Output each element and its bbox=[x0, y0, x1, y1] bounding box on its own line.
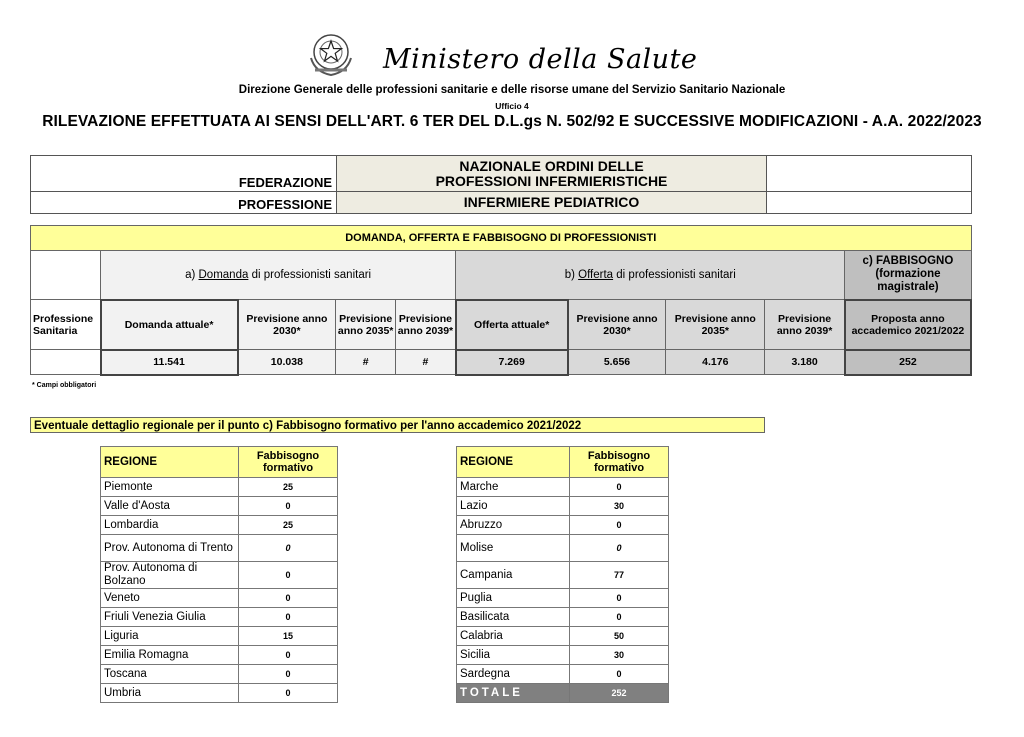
col-domanda-2035: Previsione anno 2035* bbox=[336, 300, 396, 350]
region-row bbox=[457, 627, 669, 646]
val-offerta-2030: 5.656 bbox=[568, 350, 666, 375]
regional-table-right bbox=[456, 446, 669, 703]
val-proposta: 252 bbox=[845, 350, 971, 375]
region-row bbox=[457, 608, 669, 627]
val-domanda-attuale: 11.541 bbox=[101, 350, 238, 375]
region-name: Sardegna bbox=[457, 665, 570, 684]
region-value: 0 bbox=[570, 665, 669, 684]
regional-table-left bbox=[100, 446, 338, 703]
region-row bbox=[101, 608, 338, 627]
region-name: Puglia bbox=[457, 589, 570, 608]
federazione-value: NAZIONALE ORDINI DELLE PROFESSIONI INFERMIERISTICHE bbox=[337, 156, 767, 192]
professione-label: PROFESSIONE bbox=[31, 192, 337, 214]
col-domanda-attuale: Domanda attuale* bbox=[101, 300, 238, 350]
empty-cell bbox=[31, 350, 101, 375]
col-professione: Professione Sanitaria bbox=[31, 300, 101, 350]
region-name: Sicilia bbox=[457, 646, 570, 665]
region-value: 30 bbox=[570, 497, 669, 516]
total-row bbox=[457, 684, 669, 703]
region-value: 0 bbox=[239, 608, 338, 627]
region-value: 0 bbox=[570, 589, 669, 608]
region-value: 15 bbox=[239, 627, 338, 646]
region-value: 30 bbox=[570, 646, 669, 665]
empty-cell bbox=[31, 251, 101, 300]
region-row bbox=[101, 627, 338, 646]
val-domanda-2030: 10.038 bbox=[238, 350, 336, 375]
direzione-generale: Direzione Generale delle professioni sanitarie e delle risorse umane del Servizio Sanitario Nazionale bbox=[238, 84, 786, 96]
document-title: RILEVAZIONE EFFETTUATA AI SENSI DELL'ART. 6 TER DEL D.L.gs N. 502/92 E SUCCESSIVE MODIFICAZIONI - A.A. 2022/2023 bbox=[42, 113, 982, 130]
col-offerta-attuale: Offerta attuale* bbox=[456, 300, 568, 350]
region-value: 0 bbox=[239, 562, 338, 589]
demand-supply-table bbox=[30, 225, 972, 376]
region-name: Prov. Autonoma di Trento bbox=[101, 535, 239, 562]
region-name: Valle d'Aosta bbox=[101, 497, 239, 516]
val-offerta-2035: 4.176 bbox=[666, 350, 765, 375]
info-table bbox=[30, 155, 972, 214]
region-row bbox=[457, 646, 669, 665]
regional-detail-title: Eventuale dettaglio regionale per il punto c) Fabbisogno formativo per l'anno accademico 2021/2022 bbox=[30, 417, 765, 433]
region-row bbox=[101, 589, 338, 608]
region-name: Abruzzo bbox=[457, 516, 570, 535]
region-value: 0 bbox=[570, 478, 669, 497]
group-a-title: a) Domanda di professionisti sanitari bbox=[101, 251, 456, 300]
val-offerta-attuale: 7.269 bbox=[456, 350, 568, 375]
region-name: Lazio bbox=[457, 497, 570, 516]
col-proposta: Proposta anno accademico 2021/2022 bbox=[845, 300, 971, 350]
region-row bbox=[101, 478, 338, 497]
region-value: 0 bbox=[239, 665, 338, 684]
region-row bbox=[101, 665, 338, 684]
region-name: Marche bbox=[457, 478, 570, 497]
region-name: Prov. Autonoma di Bolzano bbox=[101, 562, 239, 589]
mandatory-note: * Campi obbligatori bbox=[32, 382, 97, 389]
region-value: 0 bbox=[239, 535, 338, 562]
region-value: 0 bbox=[570, 535, 669, 562]
val-domanda-2039: # bbox=[396, 350, 456, 375]
region-row bbox=[457, 665, 669, 684]
region-row bbox=[457, 516, 669, 535]
col-offerta-2030: Previsione anno 2030* bbox=[568, 300, 666, 350]
region-name: Umbria bbox=[101, 684, 239, 703]
col-regione: REGIONE bbox=[457, 447, 570, 478]
republic-emblem-icon bbox=[305, 30, 357, 78]
group-b-title: b) Offerta di professionisti sanitari bbox=[456, 251, 845, 300]
region-row bbox=[457, 497, 669, 516]
professione-value: INFERMIERE PEDIATRICO bbox=[337, 192, 767, 214]
region-name: Calabria bbox=[457, 627, 570, 646]
region-value: 0 bbox=[570, 608, 669, 627]
region-row bbox=[457, 589, 669, 608]
region-value: 0 bbox=[570, 516, 669, 535]
region-name: Campania bbox=[457, 562, 570, 589]
professione-extra bbox=[767, 192, 972, 214]
region-value: 0 bbox=[239, 589, 338, 608]
region-name: Molise bbox=[457, 535, 570, 562]
ufficio: Ufficio 4 bbox=[495, 101, 529, 111]
region-name: Friuli Venezia Giulia bbox=[101, 608, 239, 627]
region-value: 0 bbox=[239, 497, 338, 516]
col-fabbisogno: Fabbisogno formativo bbox=[239, 447, 338, 478]
region-row bbox=[101, 497, 338, 516]
federazione-label: FEDERAZIONE bbox=[31, 156, 337, 192]
region-name: Liguria bbox=[101, 627, 239, 646]
col-domanda-2039: Previsione anno 2039* bbox=[396, 300, 456, 350]
region-name: Basilicata bbox=[457, 608, 570, 627]
region-row bbox=[101, 646, 338, 665]
col-offerta-2035: Previsione anno 2035* bbox=[666, 300, 765, 350]
col-domanda-2030: Previsione anno 2030* bbox=[238, 300, 336, 350]
region-name: Emilia Romagna bbox=[101, 646, 239, 665]
region-row bbox=[101, 562, 338, 589]
region-name: Lombardia bbox=[101, 516, 239, 535]
region-value: 77 bbox=[570, 562, 669, 589]
col-offerta-2039: Previsione anno 2039* bbox=[765, 300, 845, 350]
region-name: Veneto bbox=[101, 589, 239, 608]
val-domanda-2035: # bbox=[336, 350, 396, 375]
total-label: TOTALE bbox=[457, 684, 570, 703]
ministry-name: Ministero della Salute bbox=[383, 44, 698, 75]
region-name: Piemonte bbox=[101, 478, 239, 497]
region-row bbox=[457, 478, 669, 497]
region-row bbox=[457, 535, 669, 562]
col-regione: REGIONE bbox=[101, 447, 239, 478]
region-value: 0 bbox=[239, 646, 338, 665]
region-row bbox=[457, 562, 669, 589]
region-value: 25 bbox=[239, 478, 338, 497]
region-name: Toscana bbox=[101, 665, 239, 684]
val-offerta-2039: 3.180 bbox=[765, 350, 845, 375]
region-value: 0 bbox=[239, 684, 338, 703]
federazione-extra bbox=[767, 156, 972, 192]
region-row bbox=[101, 684, 338, 703]
region-value: 50 bbox=[570, 627, 669, 646]
region-row bbox=[101, 535, 338, 562]
table-title: DOMANDA, OFFERTA E FABBISOGNO DI PROFESSIONISTI bbox=[31, 226, 972, 251]
col-fabbisogno: Fabbisogno formativo bbox=[570, 447, 669, 478]
group-c-title: c) FABBISOGNO (formazione magistrale) bbox=[845, 251, 971, 300]
region-value: 25 bbox=[239, 516, 338, 535]
total-value: 252 bbox=[570, 684, 669, 703]
region-row bbox=[101, 516, 338, 535]
